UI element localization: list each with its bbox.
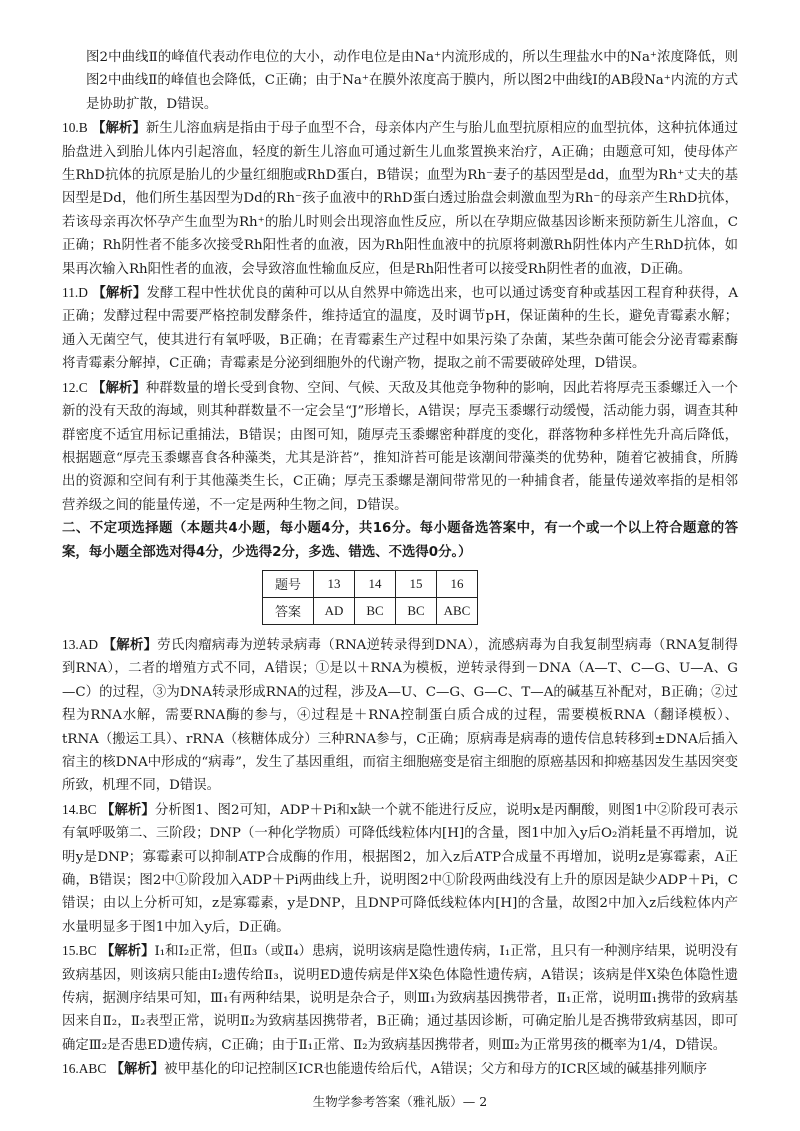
- answer-table-header-row: [263, 570, 478, 597]
- table-cell: 16: [437, 570, 478, 597]
- answer-number: 11.D: [62, 285, 88, 301]
- answer-item-11: [62, 281, 738, 376]
- page-footer: 生物学参考答案（雅礼版）— 2: [312, 1094, 488, 1109]
- table-cell: 13: [314, 570, 355, 597]
- analysis-tag: 【解析】: [100, 944, 155, 960]
- analysis-tag: 【解析】: [92, 380, 146, 396]
- table-cell: BC: [396, 597, 437, 624]
- analysis-text: 被甲基化的印记控制区ICR也能遗传给后代，A错误；父方和母方的ICR区域的碱基排列顺序: [164, 1062, 708, 1078]
- answer-item-12: [62, 376, 738, 517]
- analysis-text: Ⅰ₁和Ⅰ₂正常，但Ⅱ₃（或Ⅱ₄）患病，说明该病是隐性遗传病，Ⅰ₁正常，且只有一种测序结果，说明没有致病基因，则该病只能由Ⅰ₂遗传给Ⅱ₃，说明ED遗传病是伴X染色体隐性遗传病，A错误；该病是伴X染色体隐性遗传病，据测序结果可知，Ⅲ₁有两种结果，说明是杂合子，则Ⅲ₁为致病基因携带者，Ⅱ₁正常，说明Ⅲ₁携带的致病基因来自Ⅱ₂，Ⅱ₂表型正常，说明Ⅱ₂为致病基因携带者，B正确；通过基因诊断，可确定胎儿是否携带致病基因，即可确定Ⅲ₂是否患ED遗传病，C正确；由于Ⅱ₁正常、Ⅱ₂为致病基因携带者，则Ⅲ₂为正常男孩的概率为1/4，D错误。: [62, 944, 738, 1053]
- analysis-text: 发酵工程中性状优良的菌种可以从自然界中筛选出来，也可以通过诱变育种或基因工程育种获得，A正确；发酵过程中需要严格控制发酵条件，维持适宜的温度，及时调节pH，保证菌种的生长，避免青霉素水解；通入无菌空气，使其进行有氧呼吸，B正确；在青霉素生产过程中如果污染了杂菌，某些杂菌可能会分泌青霉素酶将青霉素分解掉，C正确；青霉素是分泌到细胞外的代谢产物，提取之前不需要破碎处理，D错误。: [62, 286, 739, 372]
- table-cell: ABC: [437, 597, 478, 624]
- analysis-text: 新生儿溶血病是指由于母子血型不合，母亲体内产生与胎儿血型抗原相应的血型抗体，这种抗体通过胎盘进入到胎儿体内引起溶血，轻度的新生儿溶血可通过新生儿血浆置换来治疗，A正确；由题意可知，使母体产生RhD抗体的抗原是胎儿的少量红细胞或RhD蛋白，B错误；血型为Rh⁻妻子的基因型是dd，血型为Rh⁺丈夫的基因型是Dd，他们所生基因型为Dd的Rh⁻孩子血液中的RhD蛋白透过胎盘会刺激血型为Rh⁻的母亲产生RhD抗体，若该母亲再次怀孕产生血型为Rh⁺的胎儿时则会出现溶血性反应，所以在孕期应做基因诊断来预防新生儿溶血，C正确；Rh阴性者不能多次接受Rh阳性者的血液，因为Rh阳性血液中的抗原将刺激Rh阴性体内产生RhD抗体，如果再次输入Rh阳性者的血液，会导致溶血性输血反应，但是Rh阳性者可以接受Rh阴性者的血液，D正确。: [62, 121, 738, 277]
- section-heading: 二、不定项选择题（本题共4小题，每小题4分，共16分。每小题备选答案中，有一个或一个以上符合题意的答案，每小题全部选对得4分，少选得2分，多选、错选、不选得0分。）: [62, 521, 738, 560]
- answer-number: 10.B: [62, 120, 88, 136]
- answer-page: [62, 46, 738, 1082]
- answer-item-14: [62, 798, 738, 939]
- paragraph-continued: 图2中曲线Ⅱ的峰值代表动作电位的大小，动作电位是由Na⁺内流形成的，所以生理盐水中的Na⁺浓度降低，则图2中曲线Ⅱ的峰值也会降低，C正确；由于Na⁺在膜外浓度高于膜内，所以图2中曲线Ⅰ的AB段Na⁺内流的方式是协助扩散，D错误。: [86, 50, 738, 112]
- answer-number: 12.C: [62, 379, 88, 395]
- answer-item-10: [62, 116, 738, 281]
- table-cell: BC: [355, 597, 396, 624]
- answer-number: 13.AD: [62, 636, 99, 652]
- analysis-tag: 【解析】: [92, 121, 146, 137]
- analysis-text: 种群数量的增长受到食物、空间、气候、天敌及其他竞争物种的影响，因此若将厚壳玉黍螺迁入一个新的没有天敌的海域，则其种群数量不一定会呈“J”形增长，A错误；厚壳玉黍螺行动缓慢，活动能力弱，调查其种群密度不适宜用标记重捕法，B错误；由图可知，随厚壳玉黍螺密种群度的变化，群落物种多样性先升高后降低，根据题意“厚壳玉黍螺喜食各种藻类，尤其是浒苔”，推知浒苔可能是该潮间带藻类的优势种，随着它被捕食，所腾出的资源和空间有利于其他藻类生长，C正确；厚壳玉黍螺是潮间带常见的一种捕食者，能量传递效率指的是相邻营养级之间的能量传递，不一定是两种生物之间，D错误。: [62, 380, 738, 513]
- analysis-text: 劳氏肉瘤病毒为逆转录病毒（RNA逆转录得到DNA），流感病毒为自我复制型病毒（RNA复制得到RNA），二者的增殖方式不同，A错误；①是以＋RNA为模板，逆转录得到－DNA（A—T、C—G、U—A、G—C）的过程，③为DNA转录形成RNA的过程，涉及A—U、C—G、G—C、T—A的碱基互补配对，B正确；②过程为RNA水解，需要RNA酶的参与，④过程是＋RNA控制蛋白质合成的过程，需要模板RNA（翻译模板）、tRNA（搬运工具）、rRNA（核糖体成分）三种RNA参与，C正确；原病毒是病毒的遗传信息转移到±DNA后插入宿主的核DNA中形成的“病毒”，发生了基因重组，而宿主细胞癌变是宿主细胞的原癌基因和抑癌基因发生基因突变所致，机理不同，D错误。: [62, 637, 739, 794]
- answer-table: [262, 570, 478, 625]
- table-label-number: 题号: [263, 570, 314, 597]
- answer-item-13: [62, 633, 738, 798]
- answer-number: 15.BC: [62, 943, 97, 959]
- table-cell: 14: [355, 570, 396, 597]
- answer-number: 14.BC: [62, 801, 97, 817]
- analysis-tag: 【解析】: [100, 802, 155, 818]
- answer-item-15: [62, 939, 738, 1057]
- table-label-answer: 答案: [263, 597, 314, 624]
- analysis-tag: 【解析】: [110, 1062, 165, 1078]
- answer-number: 16.ABC: [62, 1061, 107, 1077]
- answer-item-16: [62, 1057, 738, 1081]
- answer-table-answer-row: [263, 597, 478, 624]
- analysis-text: 分析图1、图2可知，ADP＋Pi和x缺一个就不能进行反应，说明x是丙酮酸，则图1中②阶段可表示有氧呼吸第二、三阶段；DNP（一种化学物质）可降低线粒体内[H]的含量，图1中加入y后O₂消耗量不再增加，说明y是DNP；寡霉素可以抑制ATP合成酶的作用，根据图2，加入z后ATP合成量不再增加，说明z是寡霉素，A正确，B错误；图2中①阶段加入ADP＋Pi两曲线上升，说明图2中①阶段两曲线没有上升的原因是缺少ADP＋Pi，C错误；由以上分析可知，z是寡霉素，y是DNP，且DNP可降低线粒体内[H]的含量，故图2中加入z后线粒体内产水量明显多于图1中加入y后，D正确。: [62, 802, 739, 935]
- analysis-tag: 【解析】: [102, 637, 158, 653]
- table-cell: AD: [314, 597, 355, 624]
- analysis-tag: 【解析】: [92, 286, 147, 302]
- table-cell: 15: [396, 570, 437, 597]
